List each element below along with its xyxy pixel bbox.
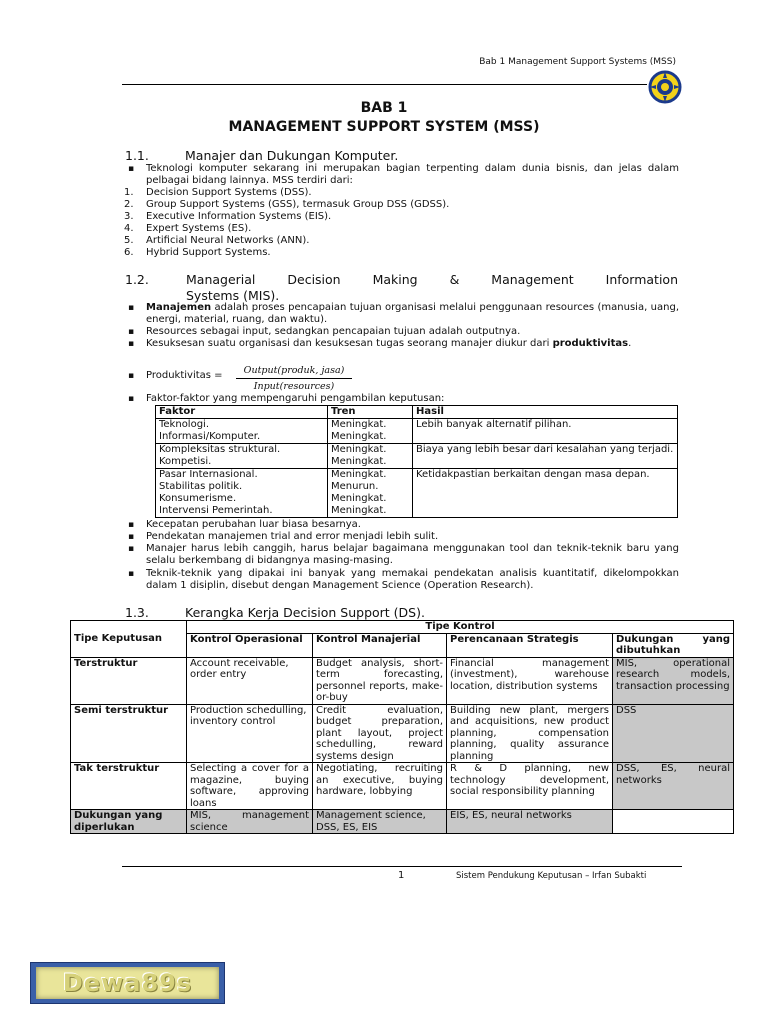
list-number: 6. [124,247,134,258]
table-row [156,469,678,518]
bullet-icon: ▪ [128,339,135,349]
table-row [71,704,734,763]
section-title: Manajer dan Dukungan Komputer. [185,148,399,163]
section-heading-1-3 [125,605,425,620]
page-number: 1 [398,870,405,881]
list-item: Hybrid Support Systems. [146,247,271,258]
table-row [156,444,678,469]
table-row [71,810,734,834]
bullet-text: Kecepatan perubahan luar biasa besarnya. [146,519,361,530]
table-header: Kontrol Operasional [187,633,313,657]
bullet-icon: ▪ [128,394,135,404]
bullet-icon: ▪ [128,544,135,554]
list-number: 2. [124,199,134,210]
list-number: 5. [124,235,134,246]
list-number: 3. [124,211,134,222]
cell-line: Konsumerisme. [159,493,237,504]
table-row [71,763,734,810]
bullet-text: Resources sebagai input, sedangkan pencapaian tujuan adalah outputnya. [146,326,521,337]
cell-line: Teknologi. [159,419,210,430]
bullet-text [146,302,679,326]
list-item: Group Support Systems (GSS), termasuk Group DSS (GDSS). [146,199,450,210]
cell-line: Kompleksitas struktural. [159,444,281,455]
row-label: Semi terstruktur [71,704,187,763]
list-number: 4. [124,223,134,234]
cell-line: Stabilitas politik. [159,481,243,492]
table-group-header-row [71,621,734,634]
chapter-title: MANAGEMENT SUPPORT SYSTEM (MSS) [228,119,540,135]
section-heading-1-1 [125,148,398,163]
bullet-text [146,338,679,350]
section-number: 1.3. [125,605,149,620]
bullet-icon: ▪ [128,569,135,579]
bullet-icon: ▪ [128,371,135,381]
bullet-text: Teknik-teknik yang dipakai ini banyak yang memakai pendekatan analisis kuantitatif, dikelompokkan dalam 1 disiplin, disebut dengan Management Science (Operation Research). [146,568,679,591]
university-logo-icon [648,70,682,104]
table-cell: Selecting a cover for a magazine, buying software, approving loans [187,763,313,810]
bold-term: Manajemen [146,302,212,313]
formula-numerator: Output(produk, jasa) [243,365,345,376]
cell-line: Pasar Internasional. [159,469,258,480]
row-label: Tak terstruktur [71,763,187,810]
table-cell-highlight: DSS, ES, neural networks [613,763,734,810]
watermark-badge [30,962,225,1004]
running-footer: Sistem Pendukung Keputusan – Irfan Subakti [456,871,647,881]
table-cell [328,444,413,469]
cell-line: Meningkat. [331,469,387,480]
table-cell: R & D planning, new technology development, social responsibility planning [447,763,613,810]
table-header: Kontrol Manajerial [313,633,447,657]
table-cell: Building new plant, mergers and acquisitions, new product planning, compensation planning, quality assurance planning [447,704,613,763]
table-cell-highlight: DSS [613,704,734,763]
table-group-header: Tipe Kontrol [187,621,734,634]
cell-line: Meningkat. [331,456,387,467]
table-cell [156,469,328,518]
section-title-line2: Systems (MIS). [186,288,280,303]
list-item: Artificial Neural Networks (ANN). [146,235,310,246]
table-cell [328,419,413,444]
bullet-icon: ▪ [128,164,135,174]
table-row [71,657,734,704]
bullet-text: Pendekatan manajemen trial and error menjadi lebih sulit. [146,531,439,542]
table-header-row [71,633,734,657]
decision-support-framework-table [70,620,734,834]
productivity-formula [236,365,352,392]
cell-line: Intervensi Pemerintah. [159,505,273,516]
badge-panel [36,967,219,999]
bold-term: produktivitas [552,338,629,349]
table-row [156,419,678,444]
bullet-icon: ▪ [128,327,135,337]
table-header: Tren [328,406,413,419]
table-cell: Account receivable, order entry [187,657,313,704]
table-cell [156,419,328,444]
table-cell [156,444,328,469]
list-number: 1. [124,187,134,198]
table-cell: Biaya yang lebih besar dari kesalahan yang terjadi. [413,444,678,469]
cell-line: Meningkat. [331,505,387,516]
row-label: Terstruktur [71,657,187,704]
bullet-icon: ▪ [128,532,135,542]
formula-label: Produktivitas = [146,370,223,381]
table-cell-empty [71,621,187,634]
table-cell-highlight: Management science, DSS, ES, EIS [313,810,447,834]
table-cell: Lebih banyak alternatif pilihan. [413,419,678,444]
badge-text: Dewa89s [62,969,193,997]
bullet-icon: ▪ [128,520,135,530]
row-label: Dukungan yang diperlukan [71,810,187,834]
table-cell: Financial management (investment), warehouse location, distribution systems [447,657,613,704]
list-item: Executive Information Systems (EIS). [146,211,332,222]
bullet-text-rest: adalah proses pencapaian tujuan organisasi melalui penggunaan resources (manusia, uang, energi, material, ruang, dan waktu). [146,302,679,325]
table-header: Faktor [156,406,328,419]
cell-line: Meningkat. [331,419,387,430]
section-title-line1: Managerial Decision Making & Management Information [186,272,678,287]
table-header: Hasil [413,406,678,419]
cell-line: Kompetisi. [159,456,212,467]
table-header-row [156,406,678,419]
factors-table [155,405,678,518]
chapter-number: BAB 1 [360,100,408,116]
header-rule [122,84,647,85]
section-number: 1.1. [125,148,149,163]
bullet-text: Teknologi komputer sekarang ini merupakan bagian terpenting dalam dunia bisnis, dan jelas dalam pelbagai bidang lainnya. MSS terdiri dari: [146,163,679,186]
table-cell: Production schedulling, inventory control [187,704,313,763]
cell-line: Informasi/Komputer. [159,431,261,442]
table-cell: Negotiating, recruiting an executive, buying hardware, lobbying [313,763,447,810]
fraction-bar [236,378,352,379]
table-cell-highlight: MIS, operational research models, transaction processing [613,657,734,704]
bullet-icon: ▪ [128,303,135,313]
cell-line: Menurun. [331,481,379,492]
section-title: Kerangka Kerja Decision Support (DS). [185,605,425,620]
running-header: Bab 1 Management Support Systems (MSS) [479,57,676,67]
bullet-text-part: Kesuksesan suatu organisasi dan kesuksesan tugas seorang manajer diukur dari [146,338,553,349]
table-cell-highlight: EIS, ES, neural networks [447,810,613,834]
bullet-text: Faktor-faktor yang mempengaruhi pengambilan keputusan: [146,393,445,404]
table-header: Perencanaan Strategis [447,633,613,657]
table-cell: Budget analysis, short-term forecasting, personnel reports, make-or-buy [313,657,447,704]
cell-line: Meningkat. [331,431,387,442]
footer-rule [122,866,682,867]
list-item: Decision Support Systems (DSS). [146,187,312,198]
cell-line: Meningkat. [331,493,387,504]
cell-line: Meningkat. [331,444,387,455]
table-cell: Credit evaluation, budget preparation, plant layout, project schedulling, reward systems design [313,704,447,763]
list-item: Expert Systems (ES). [146,223,252,234]
table-cell: Ketidakpastian berkaitan dengan masa depan. [413,469,678,518]
table-cell [328,469,413,518]
bullet-text-end: . [628,338,632,349]
table-header: Tipe Keputusan [71,633,187,657]
table-cell-highlight: MIS, management science [187,810,313,834]
table-cell [613,810,734,834]
section-number: 1.2. [125,272,149,287]
table-header: Dukungan yang dibutuhkan [613,633,734,657]
bullet-text: Manajer harus lebih canggih, harus belajar bagaimana menggunakan tool dan teknik-teknik baru yang selalu berkembang di bidangnya masing-masing. [146,543,679,566]
formula-denominator: Input(resources) [253,381,335,392]
